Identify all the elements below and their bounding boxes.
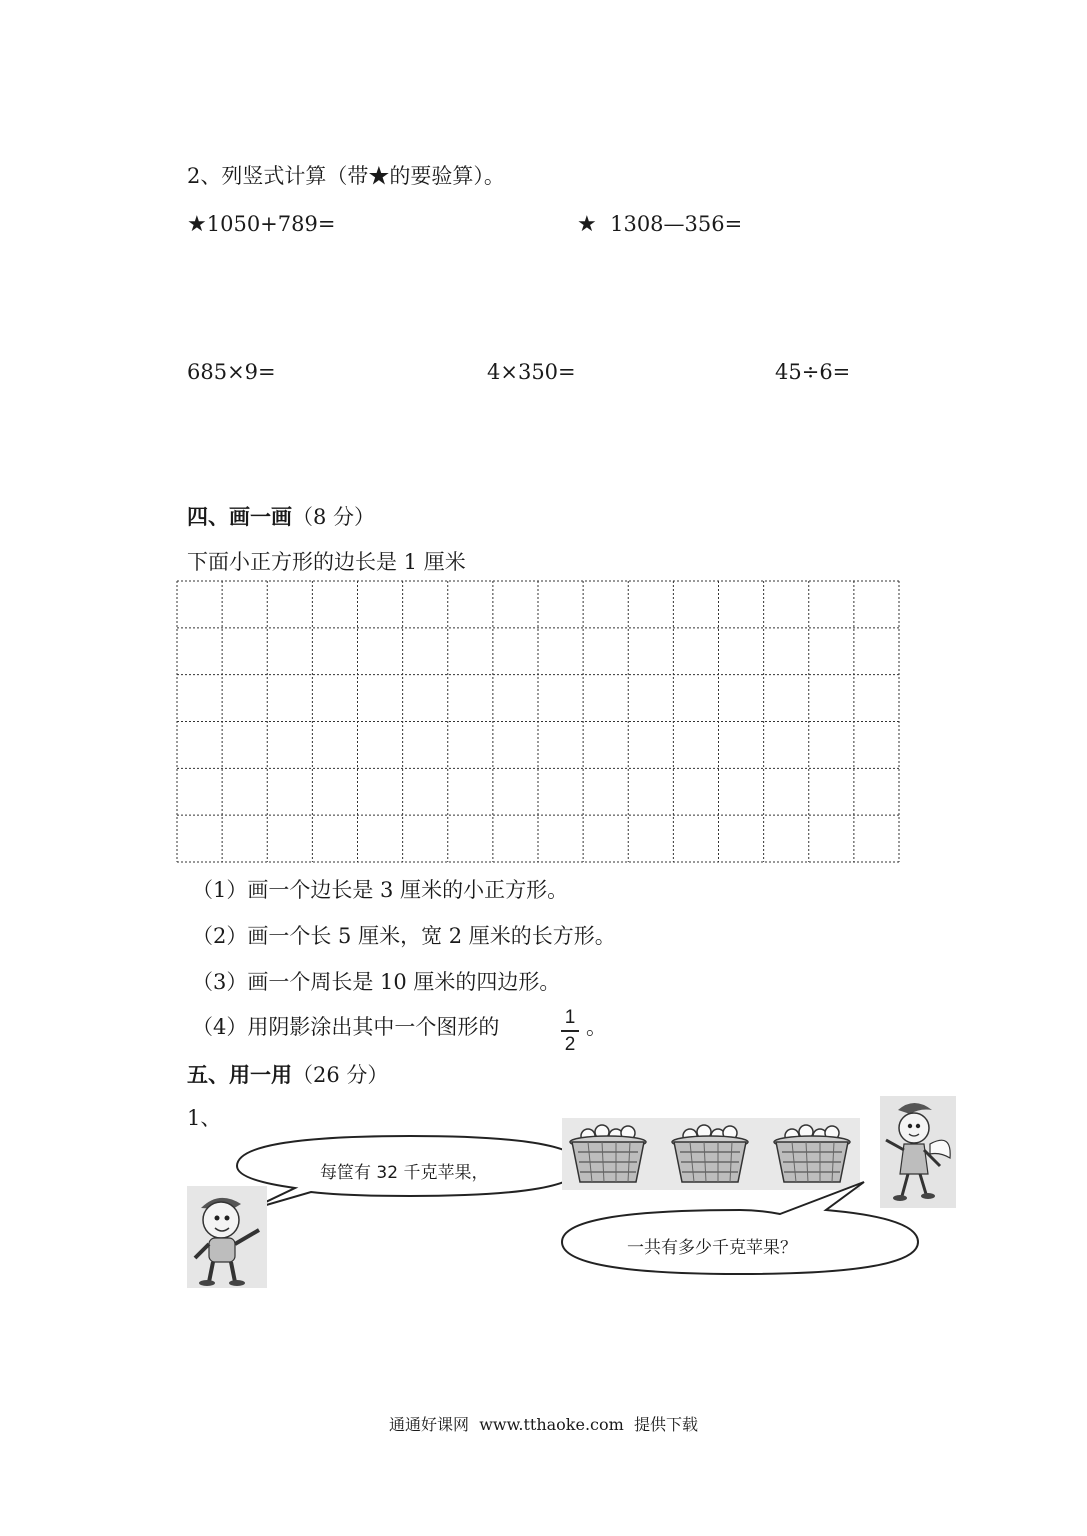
fairy-character-icon (880, 1096, 956, 1208)
task-2: （2）画一个长 5 厘米，宽 2 厘米的长方形。 (192, 924, 616, 948)
problem-4: 4×350= (487, 360, 576, 384)
section4-score: （8 分） (292, 505, 376, 529)
fraction-bar (561, 1030, 579, 1032)
section5-title: 五、用一用 (187, 1062, 292, 1087)
bubble-left-text: 每筐有 32 千克苹果， (320, 1163, 489, 1183)
problem-2 (577, 214, 742, 236)
footer-url[interactable]: www.tthaoke.com (479, 1415, 624, 1434)
task-4-end: 。 (586, 1015, 607, 1039)
section4-heading (187, 506, 375, 528)
fraction-one-half (560, 1008, 580, 1054)
boy-character-icon (187, 1186, 267, 1288)
problem-3: 685×9= (187, 360, 276, 384)
fraction-denominator: 2 (564, 1033, 576, 1055)
problem-2-expr: 1308—356= (610, 212, 743, 236)
star-icon: ★ (577, 212, 597, 237)
fraction-numerator: 1 (564, 1007, 576, 1028)
footer-action: 提供下载 (633, 1415, 698, 1434)
footer-site: 通通好课网 (389, 1415, 470, 1434)
speech-bubble-right (560, 1180, 922, 1280)
dotted-grid (176, 580, 900, 863)
section5-heading (187, 1064, 388, 1086)
footer (0, 1412, 1087, 1435)
section4-intro: 下面小正方形的边长是 1 厘米 (187, 550, 466, 574)
problem-1 (187, 214, 335, 236)
task-4: （4）用阴影涂出其中一个图形的 (192, 1015, 500, 1039)
task-3: （3）画一个周长是 10 厘米的四边形。 (192, 970, 561, 994)
section5-score: （26 分） (292, 1063, 389, 1087)
q2-title: 2、列竖式计算（带★的要验算）。 (187, 164, 505, 188)
problem-1-expr: 1050+789= (206, 212, 336, 236)
star-icon: ★ (187, 212, 207, 237)
q1-label: 1、 (187, 1106, 222, 1130)
bubble-right-text: 一共有多少千克苹果？ (627, 1238, 797, 1258)
section4-title: 四、画一画 (187, 504, 292, 529)
task-1: （1）画一个边长是 3 厘米的小正方形。 (192, 878, 569, 902)
problem-5: 45÷6= (775, 360, 851, 384)
